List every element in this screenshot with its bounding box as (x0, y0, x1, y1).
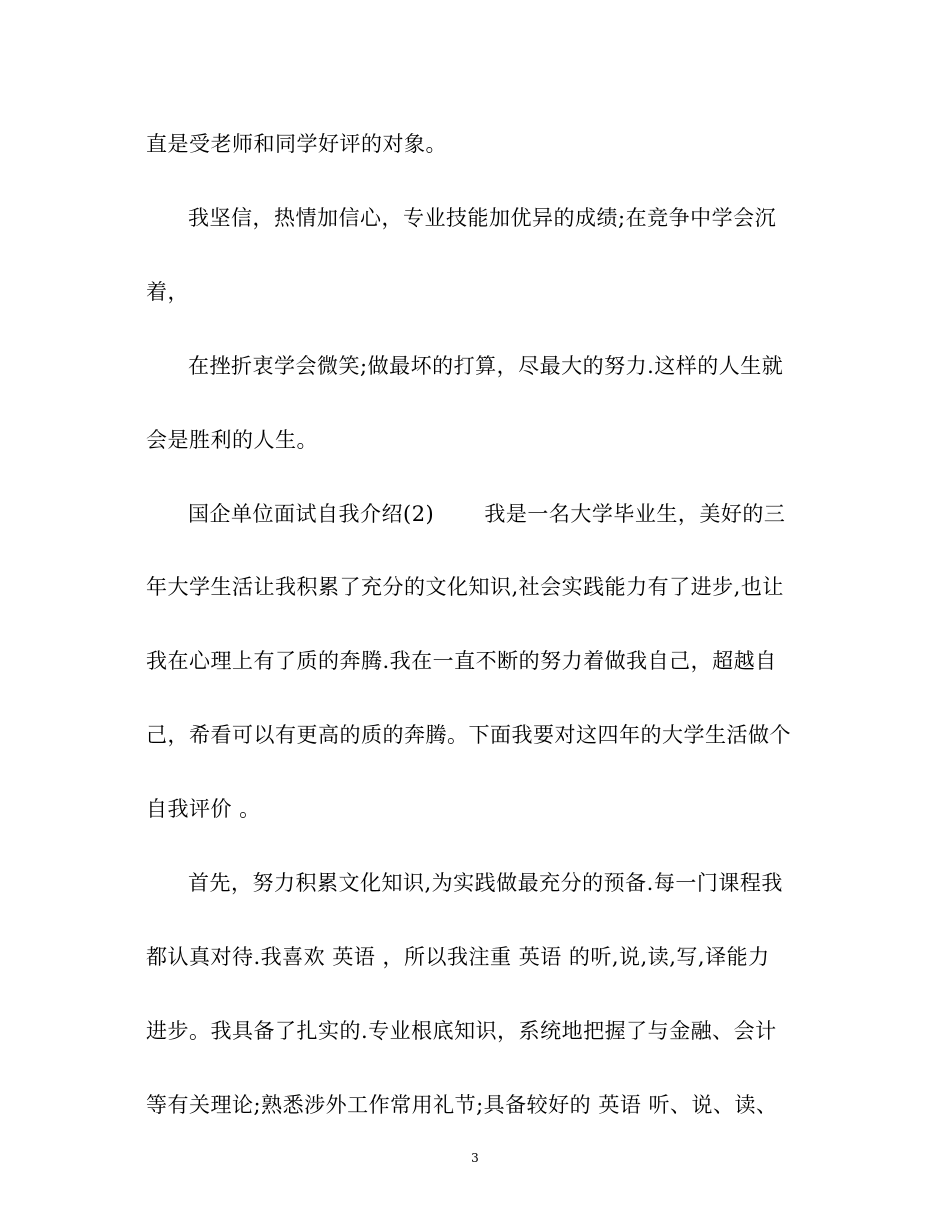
text-line-10: 自我评价 。 (146, 797, 261, 821)
text-line-8: 我在心理上有了质的奔腾.我在一直不断的努力着做我自己，超越自 (146, 649, 777, 673)
text-line-14: 等有关理论;熟悉涉外工作常用礼节;具备较好的 英语 听、说、读、 (146, 1093, 778, 1117)
text-line-7: 年大学生活让我积累了充分的文化知识,社会实践能力有了进步,也让 (146, 575, 784, 599)
text-line-11: 首先，努力积累文化知识,为实践做最充分的预备.每一门课程我 (188, 871, 783, 895)
text-line-3: 着， (146, 280, 189, 304)
text-line-4: 在挫折衷学会微笑;做最坏的打算，尽最大的努力.这样的人生就 (188, 354, 784, 378)
text-line-2: 我坚信，热情加信心，专业技能加优异的成绩;在竞争中学会沉 (188, 206, 777, 230)
text-line-1: 直是受老师和同学好评的对象。 (146, 132, 447, 156)
text-line-9: 己，希看可以有更高的质的奔腾。下面我要对这四年的大学生活做个 (146, 723, 791, 747)
page-number: 3 (471, 1151, 479, 1165)
text-line-13: 进步。我具备了扎实的.专业根底知识，系统地把握了与金融、会计 (146, 1019, 777, 1043)
text-line-12: 都认真对待.我喜欢 英语 ，所以我注重 英语 的听,说,读,写,译能力 (146, 945, 770, 969)
text-line-5: 会是胜利的人生。 (146, 428, 318, 452)
text-line-6: 国企单位面试自我介绍(2) 我是一名大学毕业生，美好的三 (188, 502, 786, 526)
